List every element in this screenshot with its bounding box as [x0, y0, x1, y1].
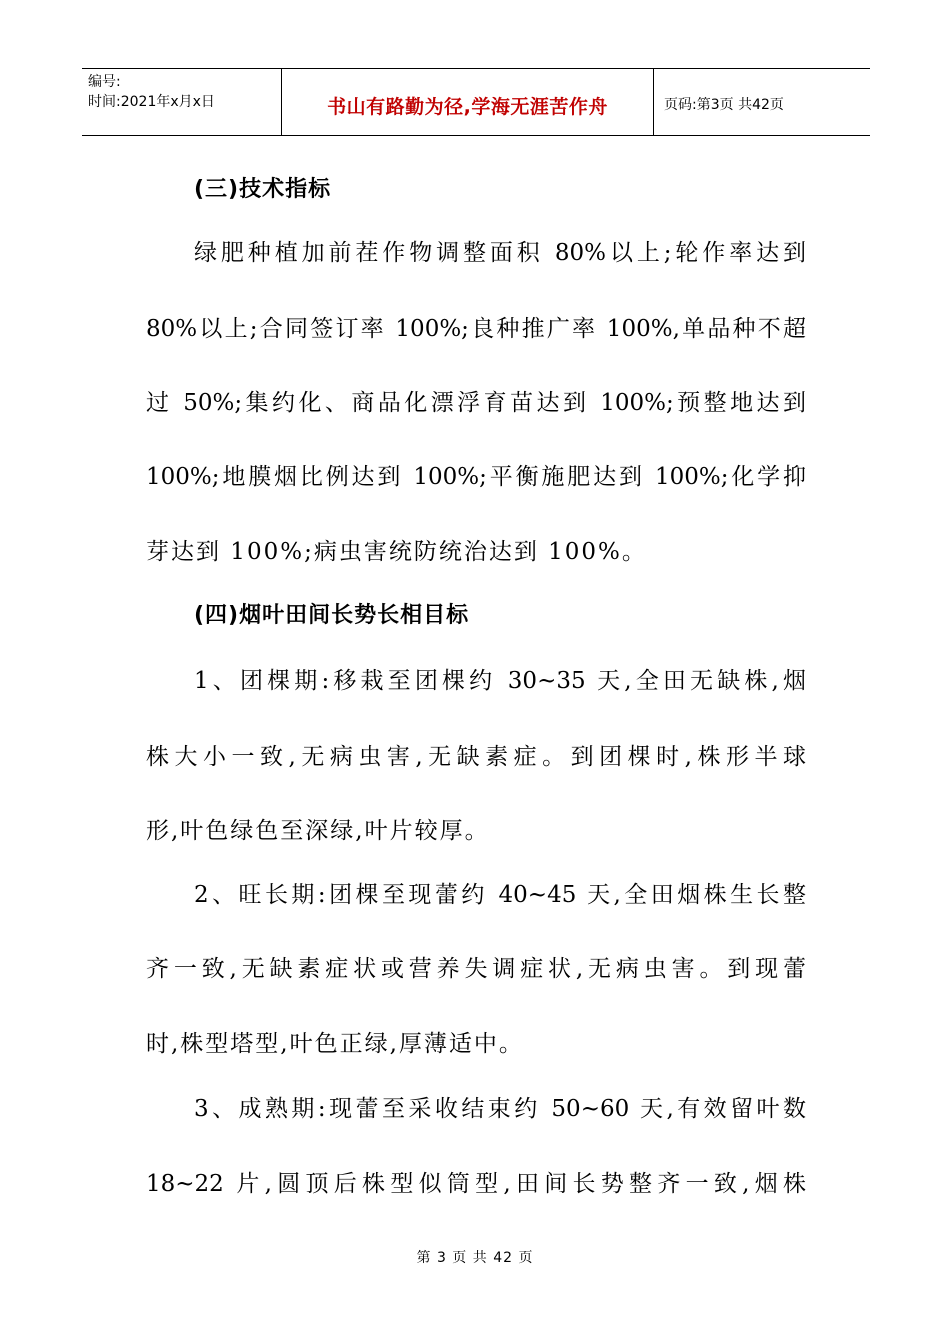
section-heading-growth-targets: (四)烟叶田间长势长相目标 [194, 603, 470, 628]
document-number-label: 编号: [88, 74, 121, 90]
paragraph-line: 齐一致,无缺素症状或营养失调症状,无病虫害。到现蕾 [146, 956, 806, 982]
paragraph-line: 芽达到 100%;病虫害统防统治达到 100%。 [146, 539, 647, 565]
paragraph-line: 18~22 片,圆顶后株型似筒型,田间长势整齐一致,烟株 [146, 1171, 806, 1197]
paragraph-line: 100%;地膜烟比例达到 100%;平衡施肥达到 100%;化学抑 [146, 464, 806, 490]
document-time-label: 时间:2021年x月x日 [88, 94, 215, 110]
paragraph-line: 2、旺长期:团棵至现蕾约 40~45 天,全田烟株生长整 [194, 882, 806, 908]
header-motto: 书山有路勤为径,学海无涯苦作舟 [327, 95, 608, 118]
header-meta-cell [82, 69, 282, 135]
paragraph-line: 形,叶色绿色至深绿,叶片较厚。 [146, 818, 490, 844]
paragraph-line: 80%以上;合同签订率 100%;良种推广率 100%,单品种不超 [146, 316, 806, 342]
paragraph-line: 过 50%;集约化、商品化漂浮育苗达到 100%;预整地达到 [146, 390, 806, 416]
paragraph-line: 时,株型塔型,叶色正绿,厚薄适中。 [146, 1031, 524, 1057]
paragraph-line: 3、成熟期:现蕾至采收结束约 50~60 天,有效留叶数 [194, 1096, 806, 1122]
document-header [82, 68, 870, 136]
header-page-info: 页码:第3页 共42页 [664, 97, 784, 113]
header-motto-cell [282, 69, 654, 135]
section-heading-technical-indicators: (三)技术指标 [194, 177, 332, 202]
paragraph-line: 株大小一致,无病虫害,无缺素症。到团棵时,株形半球 [146, 744, 806, 770]
paragraph-line: 绿肥种植加前茬作物调整面积 80%以上;轮作率达到 [194, 240, 806, 266]
paragraph-line: 1、团棵期:移栽至团棵约 30~35 天,全田无缺株,烟 [194, 668, 806, 694]
page-footer: 第 3 页 共 42 页 [416, 1250, 534, 1266]
header-page-cell [654, 69, 870, 135]
